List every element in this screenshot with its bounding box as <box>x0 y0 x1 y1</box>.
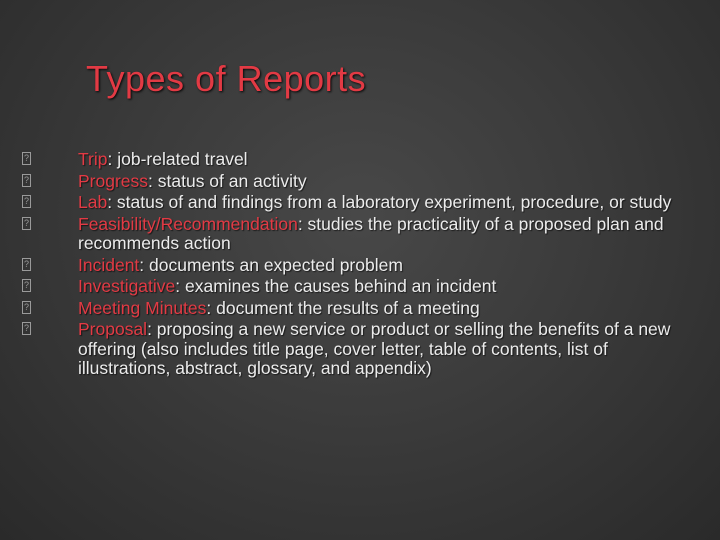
bullet-text: : status of and findings from a laboratory experiment, procedure, or study <box>107 192 672 212</box>
bullet-term: Lab <box>78 192 108 212</box>
missing-glyph-box-icon: ? <box>23 153 29 163</box>
bullet-text: : status of an activity <box>148 170 307 191</box>
bullet-term: Proposal <box>78 319 148 339</box>
bullet-text: : document the results of a meeting <box>206 297 480 318</box>
missing-glyph-box-icon: ? <box>23 301 29 312</box>
bullet-term: Trip <box>78 149 108 169</box>
missing-glyph-box-icon: ? <box>23 258 29 269</box>
bullet-term: Incident <box>78 254 140 275</box>
missing-glyph-box-icon: ? <box>23 323 29 333</box>
bullet-term: Feasibility/Recommendation <box>78 213 298 234</box>
missing-glyph-box-icon: ? <box>23 280 29 290</box>
missing-glyph-box-icon: ? <box>23 217 29 228</box>
bullet-text: : proposing a new service or product or selling the benefits of a new offering (also includes title page, cover letter, table of contents, list of illustrations, abstract, glossary, and appendix) <box>78 319 671 378</box>
bullet-text: : studies the practicality of a proposed plan and recommends action <box>78 213 664 253</box>
list-item <box>23 319 698 379</box>
list-item <box>23 149 698 170</box>
list-item <box>23 170 698 192</box>
bullet-text: : examines the causes behind an incident <box>175 276 497 296</box>
list-item <box>23 192 698 213</box>
list-item <box>23 254 698 276</box>
list-item <box>23 297 698 319</box>
bullet-text: : documents an expected problem <box>139 254 403 275</box>
bullet-term: Investigative <box>78 276 176 296</box>
list-item <box>23 213 698 254</box>
list-item <box>23 276 698 297</box>
missing-glyph-box-icon: ? <box>23 196 29 206</box>
bullet-text: : job-related travel <box>107 149 248 169</box>
bullet-term: Progress <box>78 170 149 191</box>
slide-title: Types of Reports <box>86 58 367 99</box>
bullet-list <box>23 149 698 381</box>
bullet-term: Meeting Minutes <box>78 297 207 318</box>
missing-glyph-box-icon: ? <box>23 174 29 185</box>
